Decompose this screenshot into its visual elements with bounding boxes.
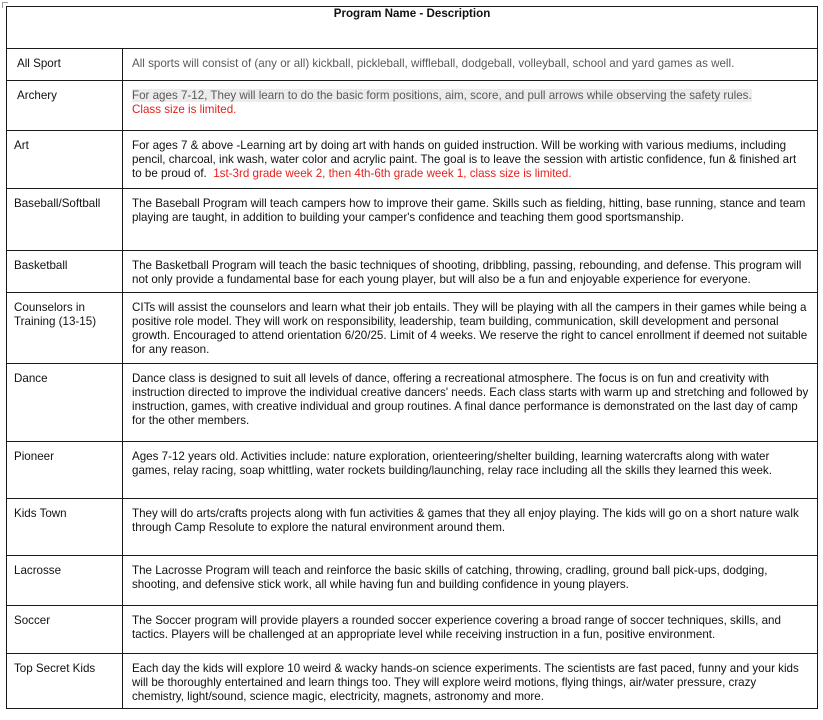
program-note: 1st-3rd grade week 2, then 4th-6th grade week 1, class size is limited. — [213, 167, 572, 180]
program-name: Pioneer — [7, 442, 123, 499]
program-description: They will do arts/crafts projects along with fun activities & games that they all enjoy playing. The kids will go on a short nature walk through Camp Resolute to explore the natural environment around them. — [123, 499, 818, 556]
table-title: Program Name - Description — [7, 7, 818, 49]
table-row-baseball-softball — [7, 189, 818, 251]
table-row-basketball — [7, 251, 818, 293]
program-name: Baseball/Softball — [7, 189, 123, 251]
program-name: Lacrosse — [7, 556, 123, 606]
program-name: Basketball — [7, 251, 123, 293]
program-description-cell — [123, 131, 818, 189]
program-name: Top Secret Kids — [7, 654, 123, 709]
table-row-lacrosse — [7, 556, 818, 606]
table-row-kids-town — [7, 499, 818, 556]
program-name: Soccer — [7, 606, 123, 654]
program-name: Art — [7, 131, 123, 189]
program-name: Dance — [7, 364, 123, 442]
header-row — [7, 7, 818, 49]
program-description: CITs will assist the counselors and learn what their job entails. They will be playing with all the campers in their games while being a positive role model. They will work on responsibility, leadership, team building, communication, skill development and personal growth. Encouraged to attend orientation 6/20/25. Limit of 4 weeks. We reserve the right to cancel enrollment if deemed not suitable for any reason. — [123, 293, 818, 364]
table-row-all-sport — [7, 49, 818, 81]
program-note: Class size is limited. — [132, 103, 237, 116]
program-description: All sports will consist of (any or all) kickball, pickleball, wiffleball, dodgeball, volleyball, school and yard games as well. — [123, 49, 818, 81]
program-description: The Soccer program will provide players a rounded soccer experience covering a broad range of soccer techniques, skills, and tactics. Players will be challenged at an appropriate level while receiving instruction in a fun, positive environment. — [123, 606, 818, 654]
program-description: For ages 7-12, They will learn to do the basic form positions, aim, score, and pull arrows while observing the safety rules. — [132, 89, 752, 102]
table-row-archery — [7, 81, 818, 131]
program-table — [6, 6, 818, 709]
table-row-counselors-in-training — [7, 293, 818, 364]
table-row-art — [7, 131, 818, 189]
program-name: Kids Town — [7, 499, 123, 556]
table-row-pioneer — [7, 442, 818, 499]
program-description: The Basketball Program will teach the basic techniques of shooting, dribbling, passing, rebounding, and defense. This program will not only provide a fundamental base for each young player, but will also be a fun and enjoyable experience for everyone. — [123, 251, 818, 293]
program-name: Archery — [7, 81, 123, 131]
program-description-cell — [123, 81, 818, 131]
table-row-top-secret-kids — [7, 654, 818, 709]
program-name: All Sport — [7, 49, 123, 81]
program-description: Ages 7-12 years old. Activities include: nature exploration, orienteering/shelter building, learning watercrafts along with water games, relay racing, soap whittling, water rockets building/launching, relay race including all the skills they learned this week. — [123, 442, 818, 499]
program-description: The Baseball Program will teach campers how to improve their game. Skills such as fielding, hitting, base running, stance and team playing are taught, in addition to building your camper's confidence and teaching them good sportsmanship. — [123, 189, 818, 251]
table-row-dance — [7, 364, 818, 442]
program-description: Dance class is designed to suit all levels of dance, offering a recreational atmosphere. The focus is on fun and creativity with instruction directed to improve the individual creative dancers' needs. Each class starts with warm up and stretching and followed by instruction, games, with creative individual and group routines. A final dance performance is demonstrated on the last day of camp for the other members. — [123, 364, 818, 442]
program-name: Counselors in Training (13-15) — [7, 293, 123, 364]
program-description: For ages 7 & above -Learning art by doing art with hands on guided instruction. Will be working with various mediums, including pencil, charcoal, ink wash, water color and acrylic paint. The goal is to leave the session with artistic confidence, fun & finished art to be proud of. — [132, 139, 797, 180]
program-description: The Lacrosse Program will teach and reinforce the basic skills of catching, throwing, cradling, ground ball pick-ups, dodging, shooting, and defensive stick work, all while having fun and building confidence in young players. — [123, 556, 818, 606]
table-row-soccer — [7, 606, 818, 654]
program-description: Each day the kids will explore 10 weird & wacky hands-on science experiments. The scientists are fast paced, funny and your kids will be thoroughly entertained and learn things too. They will explore weird motions, flying things, air/water pressure, crazy chemistry, light/sound, science magic, electricity, magnets, astronomy and more. — [123, 654, 818, 709]
